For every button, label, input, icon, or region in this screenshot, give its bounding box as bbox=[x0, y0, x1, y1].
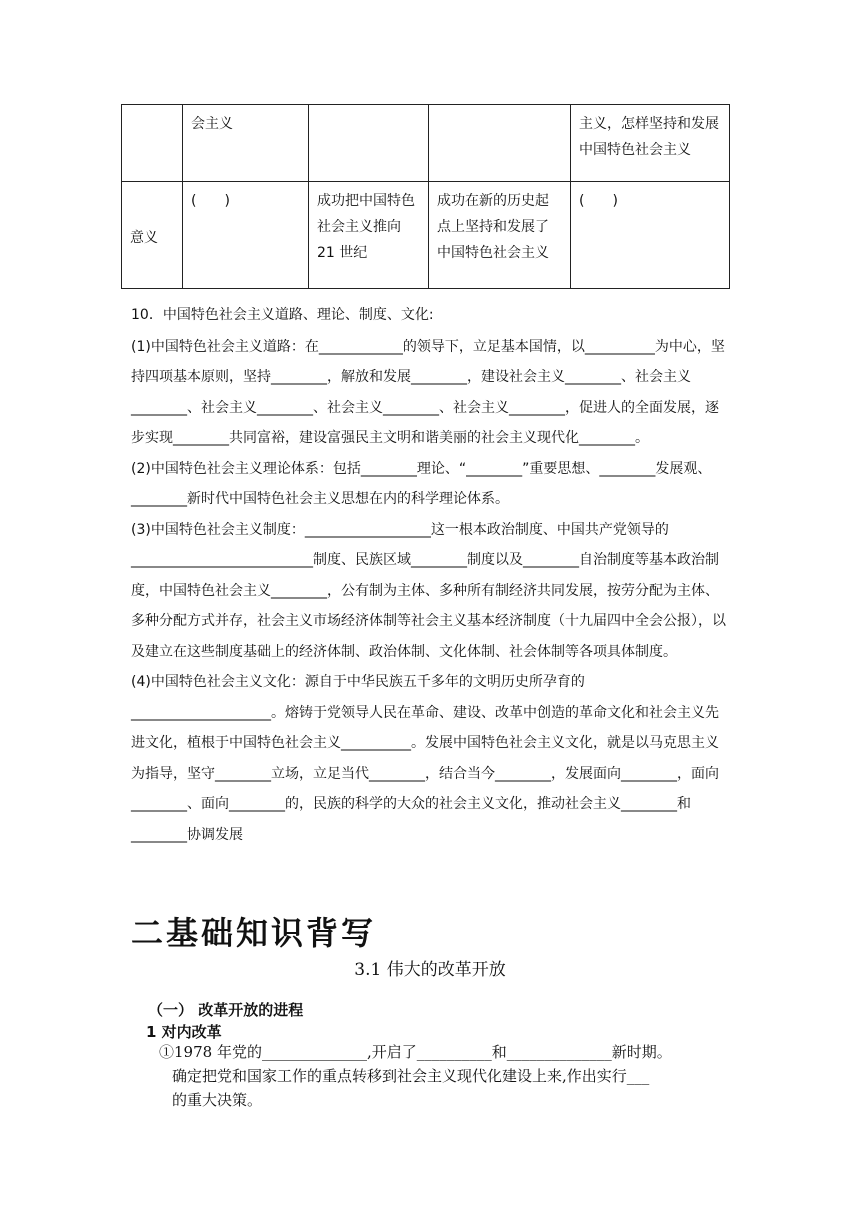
table-cell-blank: ( ) bbox=[183, 182, 309, 289]
paragraph-system: (3)中国特色社会主义制度：__________________这一根本政治制度、中国共产党领导的__________________________制度、民族区域________制度以及________自治制度等基本政治制度，中国特色社会主义________，公有制为主体、多种所有制经济共同发展，按劳分配为主体、多种分配方式并存，社会主义市场经济体制等社会主义基本经济制度（十九届四中全会公报），以及建立在这些制度基础上的经济体制、政治体制、文化体制、社会体制等各项具体制度。 bbox=[131, 521, 726, 660]
section-heading: 二基础知识背写 bbox=[131, 914, 377, 952]
question-10 bbox=[131, 300, 731, 850]
table-cell bbox=[429, 105, 571, 182]
table-cell: 成功在新的历史起点上坚持和发展了中国特色社会主义 bbox=[429, 182, 571, 289]
paragraph-road: (1)中国特色社会主义道路：在____________的领导下，立足基本国情，以__________为中心，坚持四项基本原则，坚持________，解放和发展________，建设社会主义________、社会主义________、社会主义________、社会主义________、社会主义________，促进人的全面发展，逐步实现________共同富裕，建设富强民主文明和谐美丽的社会主义现代化________。 bbox=[131, 338, 725, 446]
subpart-heading: 1 对内改革 bbox=[146, 1023, 222, 1041]
table-cell: 主义，怎样坚持和发展中国特色社会主义 bbox=[571, 105, 730, 182]
part-heading: （一） 改革开放的进程 bbox=[148, 1001, 304, 1019]
table-cell: 成功把中国特色社会主义推向 21 世纪 bbox=[309, 182, 429, 289]
table-cell bbox=[122, 105, 183, 182]
table-cell bbox=[309, 105, 429, 182]
table-cell-blank: ( ) bbox=[571, 182, 730, 289]
table-row bbox=[122, 182, 730, 289]
table-cell: 会主义 bbox=[183, 105, 309, 182]
item-line: 的重大决策。 bbox=[172, 1091, 263, 1109]
paragraph-culture: (4)中国特色社会主义文化：源自于中华民族五千多年的文明历史所孕育的____________________。熔铸于党领导人民在革命、建设、改革中创造的革命文化和社会主义先进文化，植根于中国特色社会主义__________。发展中国特色社会主义文化，就是以马克思主义为指导，坚守________立场，立足当代________，结合当今________，发展面向________，面向________、面向________的，民族的科学的大众的社会主义文化，推动社会主义________和________协调发展 bbox=[131, 674, 719, 843]
row-header-significance: 意义 bbox=[122, 182, 183, 289]
paragraph-theory: (2)中国特色社会主义理论体系：包括________理论、“________”重要思想、________发展观、________新时代中国特色社会主义思想在内的科学理论体系。 bbox=[131, 460, 712, 507]
fill-in-item bbox=[159, 1040, 749, 1112]
lesson-title: 3.1 伟大的改革开放 bbox=[354, 960, 506, 980]
comparison-table bbox=[121, 104, 730, 289]
item-line: ①1978 年党的______________,开启了__________和______________新时期。 bbox=[159, 1043, 672, 1061]
item-line: 确定把党和国家工作的重点转移到社会主义现代化建设上来,作出实行___ bbox=[172, 1067, 650, 1085]
question-title: 10．中国特色社会主义道路、理论、制度、文化: bbox=[131, 307, 434, 323]
table-row bbox=[122, 105, 730, 182]
